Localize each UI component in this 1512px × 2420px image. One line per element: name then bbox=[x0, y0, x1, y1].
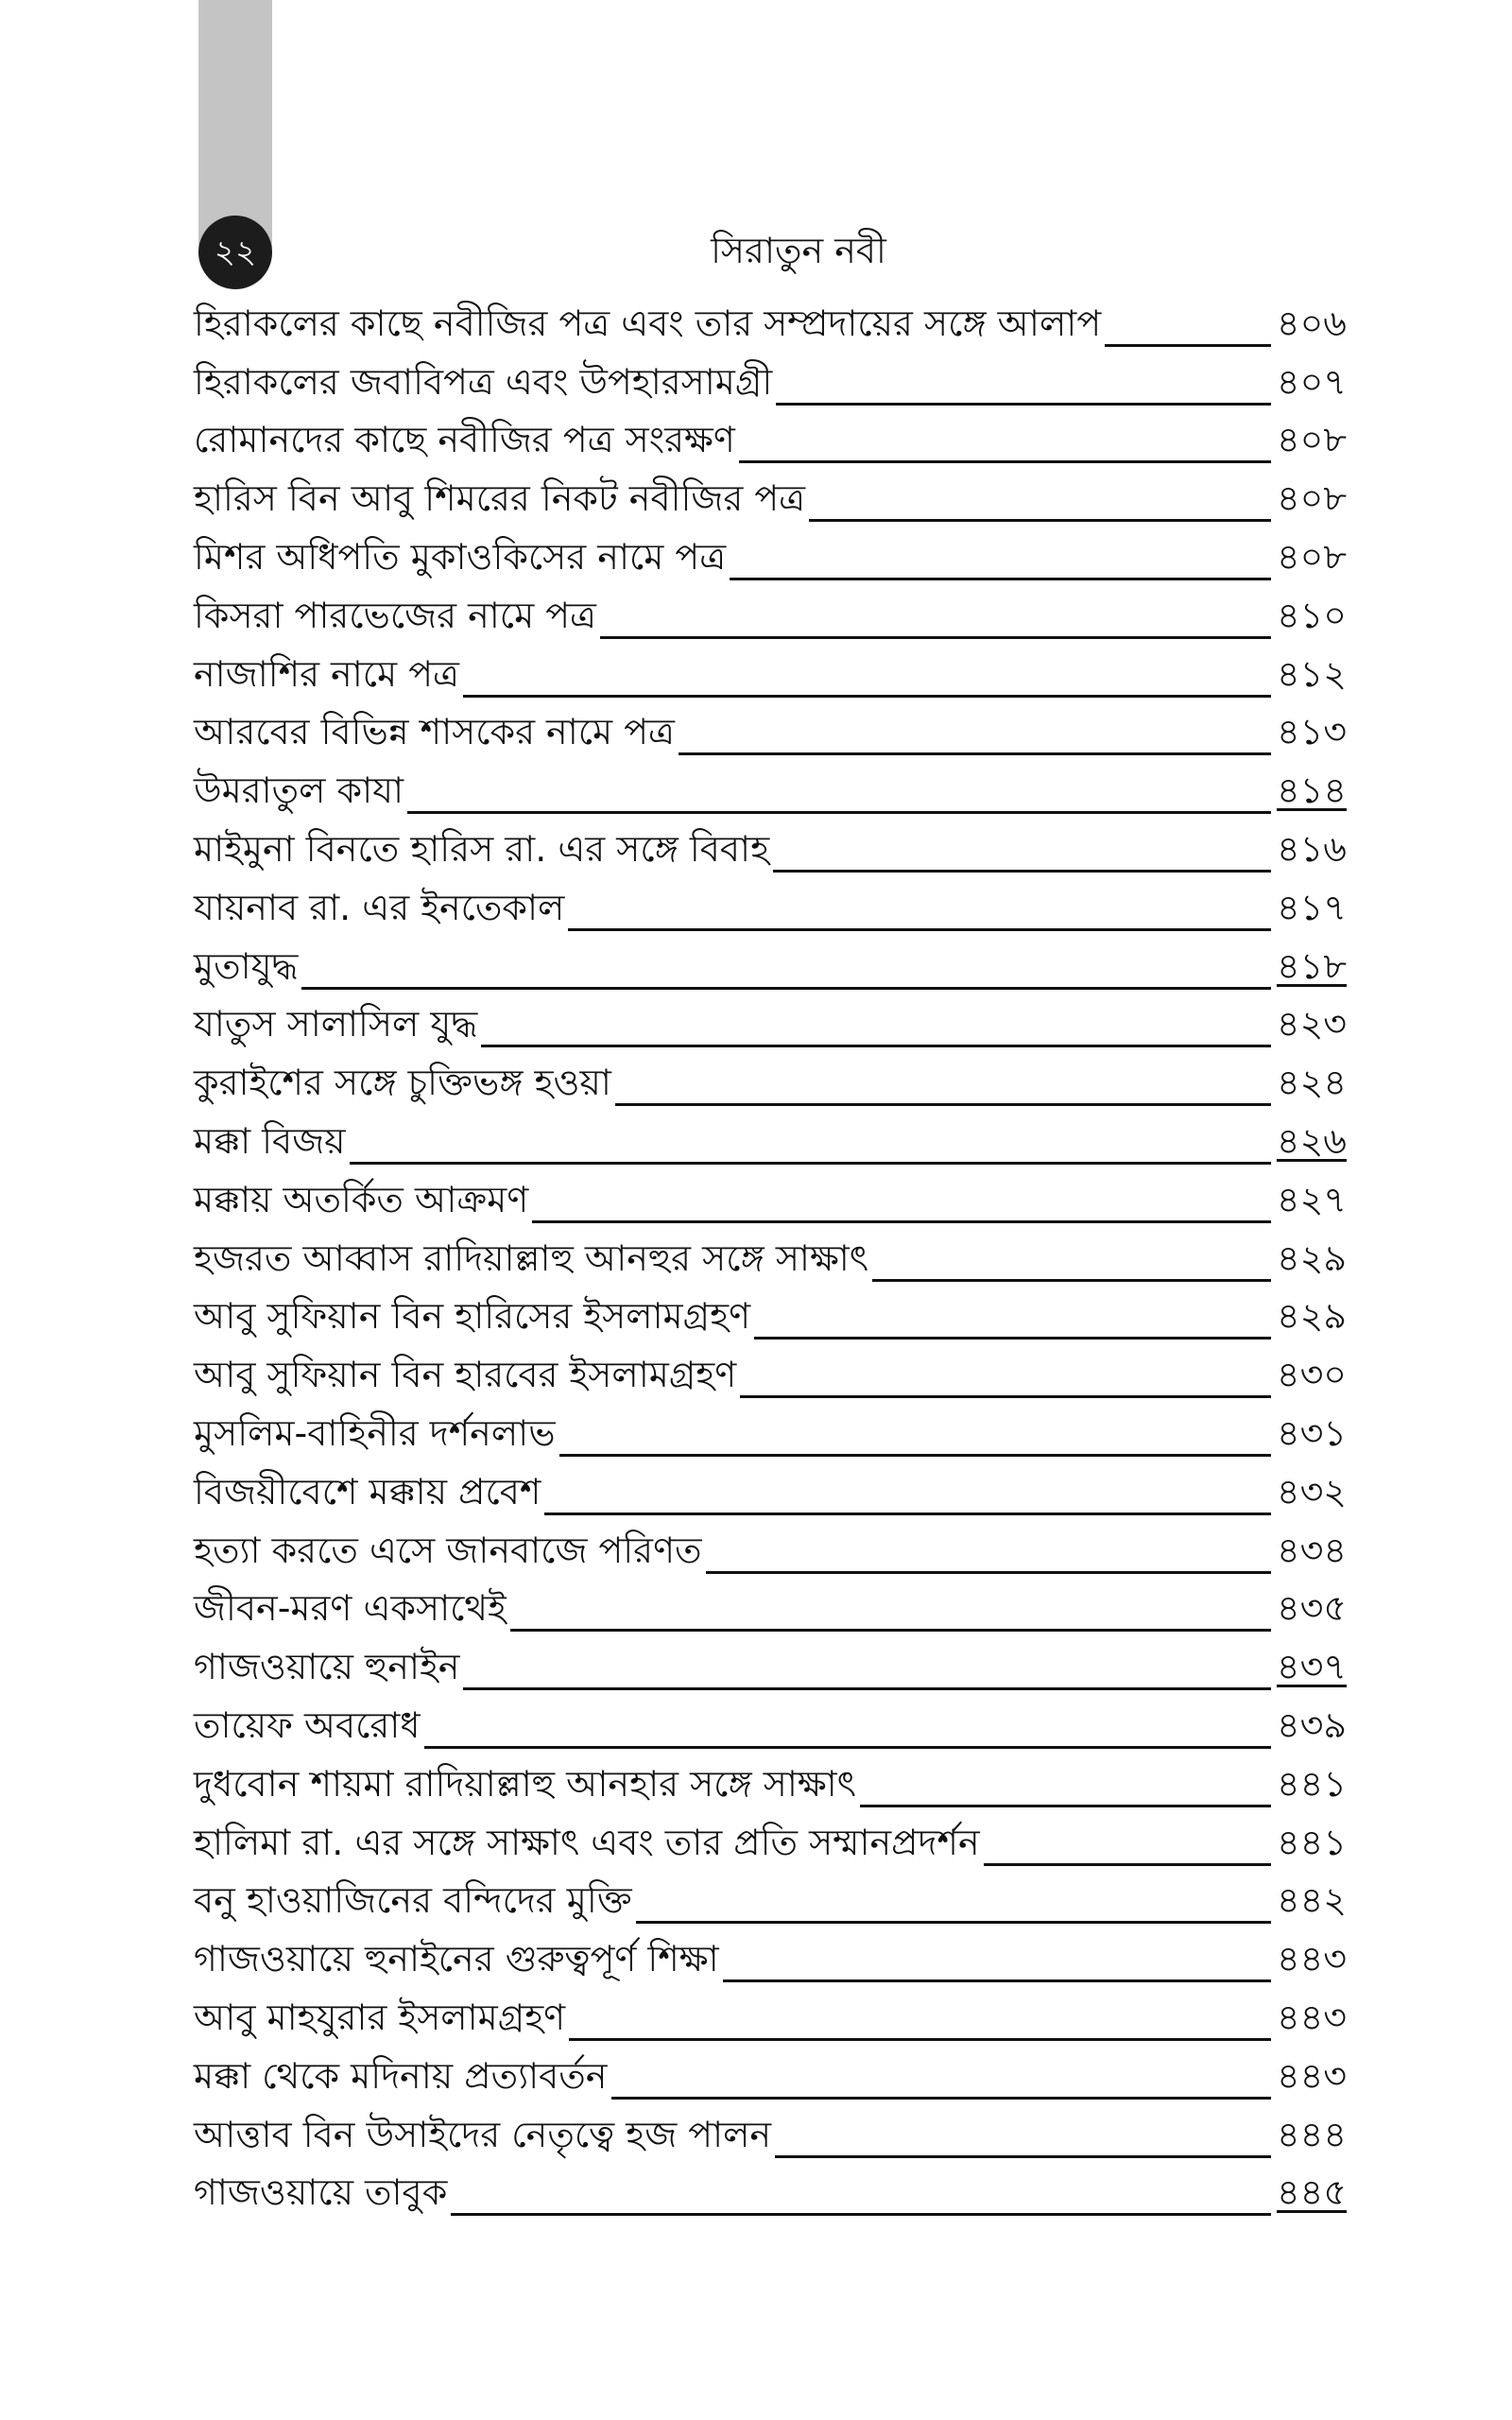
toc-entry-title: উমরাতুল কাযা bbox=[194, 769, 404, 812]
toc-entry bbox=[194, 415, 1347, 474]
toc-entry-title: হিরাকলের কাছে নবীজির পত্র এবং তার সম্প্রদায়ের সঙ্গে আলাপ bbox=[194, 302, 1102, 344]
toc-entry bbox=[194, 473, 1347, 531]
toc-entry bbox=[194, 1349, 1347, 1408]
toc-leader-line bbox=[350, 1162, 1271, 1165]
toc-leader-line bbox=[559, 1454, 1271, 1457]
toc-entry bbox=[194, 298, 1347, 356]
toc-entry-title: আবু সুফিয়ান বিন হারবের ইসলামগ্রহণ bbox=[194, 1354, 737, 1396]
toc-entry-title: কিসরা পারভেজের নামে পত্র bbox=[194, 594, 596, 636]
toc-leader-line bbox=[730, 578, 1271, 580]
toc-entry bbox=[194, 2168, 1347, 2226]
toc-entry-page: ৪৪১ bbox=[1277, 1821, 1347, 1863]
toc-entry-title: গাজওয়ায়ে হুনাইনের গুরুত্বপূর্ণ শিক্ষা bbox=[194, 1938, 719, 1980]
toc-entry bbox=[194, 941, 1347, 999]
toc-entry bbox=[194, 590, 1347, 648]
toc-entry bbox=[194, 1876, 1347, 1934]
toc-entry bbox=[194, 1641, 1347, 1700]
toc-entry bbox=[194, 707, 1347, 766]
toc-leader-line bbox=[451, 2213, 1271, 2216]
toc-entry-title: বিজয়ীবেশে মক্কায় প্রবেশ bbox=[194, 1470, 541, 1512]
toc-entry-page: ৪১৬ bbox=[1276, 827, 1347, 870]
toc-entry-page: ৪০৬ bbox=[1276, 302, 1347, 344]
toc-entry-page: ৪১২ bbox=[1276, 652, 1347, 695]
toc-leader-line bbox=[984, 1863, 1271, 1866]
toc-entry-title: হত্যা করতে এসে জানবাজে পরিণত bbox=[194, 1529, 702, 1571]
toc-entry-page: ৪২৩ bbox=[1276, 1003, 1347, 1046]
toc-entry bbox=[194, 1115, 1347, 1174]
toc-leader-line bbox=[463, 1687, 1271, 1690]
toc-entry bbox=[194, 882, 1347, 941]
toc-entry-page: ৪২৭ bbox=[1276, 1178, 1347, 1220]
toc-entry bbox=[194, 1291, 1347, 1350]
toc-leader-line bbox=[776, 403, 1271, 406]
toc-leader-line bbox=[754, 1337, 1271, 1340]
table-of-contents bbox=[194, 298, 1347, 2225]
toc-entry bbox=[194, 1408, 1347, 1466]
toc-leader-line bbox=[739, 460, 1271, 463]
toc-leader-line bbox=[740, 1395, 1271, 1398]
toc-leader-line bbox=[872, 1279, 1271, 1282]
toc-entry-title: গাজওয়ায়ে তাবুক bbox=[194, 2171, 448, 2214]
toc-entry-page: ৪৩৭ bbox=[1276, 1646, 1347, 1688]
toc-entry-title: আরবের বিভিন্ন শাসকের নামে পত্র bbox=[194, 711, 675, 753]
toc-entry-page: ৪৪৩ bbox=[1276, 2054, 1347, 2097]
toc-entry-page: ৪১৮ bbox=[1277, 944, 1347, 987]
toc-entry bbox=[194, 999, 1347, 1058]
toc-entry-title: হারিস বিন আবু শিমরের নিকট নবীজির পত্র bbox=[194, 477, 806, 520]
toc-entry bbox=[194, 2109, 1347, 2168]
toc-entry-page: ৪০৮ bbox=[1276, 419, 1347, 461]
toc-leader-line bbox=[636, 1921, 1271, 1924]
toc-entry-title: হজরত আব্বাস রাদিয়াল্লাহু আনহুর সঙ্গে সাক্ষাৎ bbox=[194, 1236, 869, 1279]
toc-entry-title: মুতাযুদ্ধ bbox=[194, 944, 299, 987]
toc-leader-line bbox=[611, 2097, 1272, 2100]
toc-entry-title: আত্তাব বিন উসাইদের নেতৃত্বে হজ পালন bbox=[194, 2113, 772, 2155]
toc-entry bbox=[194, 2050, 1347, 2109]
toc-entry bbox=[194, 1583, 1347, 1642]
toc-entry-title: গাজওয়ায়ে হুনাইন bbox=[194, 1646, 460, 1688]
toc-entry-title: হিরাকলের জবাবিপত্র এবং উপহারসামগ্রী bbox=[194, 360, 773, 403]
toc-leader-line bbox=[679, 752, 1271, 755]
toc-entry-title: যায়নাব রা. এর ইনতেকাল bbox=[194, 886, 565, 928]
toc-entry-title: মিশর অধিপতি মুকাওকিসের নামে পত্র bbox=[194, 535, 727, 578]
toc-leader-line bbox=[463, 695, 1271, 698]
toc-entry-title: যাতুস সালাসিল যুদ্ধ bbox=[194, 1003, 478, 1046]
toc-leader-line bbox=[407, 811, 1271, 814]
toc-entry-page: ৪২৯ bbox=[1276, 1236, 1347, 1279]
toc-entry bbox=[194, 823, 1347, 882]
toc-leader-line bbox=[544, 1512, 1271, 1515]
toc-entry-title: মক্কা থেকে মদিনায় প্রত্যাবর্তন bbox=[194, 2054, 608, 2097]
toc-leader-line bbox=[301, 987, 1271, 990]
toc-entry-page: ৪৩৫ bbox=[1276, 1587, 1347, 1630]
toc-leader-line bbox=[773, 870, 1271, 873]
toc-entry-title: জীবন-মরণ একসাথেই bbox=[194, 1587, 507, 1630]
toc-leader-line bbox=[569, 2038, 1271, 2041]
toc-leader-line bbox=[723, 1979, 1271, 1982]
toc-entry bbox=[194, 356, 1347, 415]
toc-entry-title: মক্কায় অতর্কিত আক্রমণ bbox=[194, 1178, 529, 1220]
toc-entry-page: ৪০৮ bbox=[1276, 477, 1347, 520]
toc-entry-title: কুরাইশের সঙ্গে চুক্তিভঙ্গ হওয়া bbox=[194, 1062, 611, 1104]
toc-entry-page: ৪৩৪ bbox=[1276, 1529, 1347, 1571]
toc-entry-title: আবু সুফিয়ান বিন হারিসের ইসলামগ্রহণ bbox=[194, 1295, 751, 1338]
toc-leader-line bbox=[532, 1220, 1271, 1223]
toc-leader-line bbox=[706, 1571, 1271, 1574]
toc-entry-title: আবু মাহযুরার ইসলামগ্রহণ bbox=[194, 1996, 566, 2038]
toc-entry-page: ৪৩১ bbox=[1276, 1411, 1347, 1454]
toc-entry-page: ৪০৭ bbox=[1276, 360, 1347, 403]
toc-entry bbox=[194, 1233, 1347, 1291]
toc-entry bbox=[194, 1817, 1347, 1876]
toc-entry-page: ৪১৩ bbox=[1276, 711, 1347, 753]
toc-entry-page: ৪৪৩ bbox=[1276, 1996, 1347, 2038]
toc-leader-line bbox=[424, 1746, 1271, 1749]
toc-entry-title: মাইমুনা বিনতে হারিস রা. এর সঙ্গে বিবাহ bbox=[194, 827, 770, 870]
toc-entry bbox=[194, 1933, 1347, 1992]
toc-entry bbox=[194, 1525, 1347, 1583]
toc-entry-page: ৪৩৯ bbox=[1276, 1703, 1347, 1746]
page-number-badge: ২২ bbox=[198, 216, 272, 289]
toc-entry bbox=[194, 1758, 1347, 1817]
toc-entry-title: হালিমা রা. এর সঙ্গে সাক্ষাৎ এবং তার প্রতি সম্মানপ্রদর্শন bbox=[194, 1821, 980, 1863]
toc-entry-page: ৪৪১ bbox=[1277, 1762, 1347, 1805]
toc-entry bbox=[194, 1700, 1347, 1758]
toc-entry bbox=[194, 1992, 1347, 2050]
page-edge-tab bbox=[198, 0, 272, 248]
running-title: সিরাতুন নবী bbox=[711, 230, 886, 271]
toc-leader-line bbox=[481, 1045, 1271, 1047]
toc-leader-line bbox=[775, 2155, 1271, 2158]
toc-entry-page: ৪১৪ bbox=[1277, 769, 1347, 812]
toc-entry-title: মক্কা বিজয় bbox=[194, 1119, 346, 1162]
toc-entry-title: নাজাশির নামে পত্র bbox=[194, 652, 459, 695]
toc-entry-title: মুসলিম-বাহিনীর দর্শনলাভ bbox=[194, 1411, 556, 1454]
toc-entry-page: ৪১০ bbox=[1276, 594, 1347, 636]
toc-entry-page: ৪৪৪ bbox=[1277, 2113, 1347, 2155]
toc-entry-title: দুধবোন শায়মা রাদিয়াল্লাহু আনহার সঙ্গে সাক্ষাৎ bbox=[194, 1762, 856, 1805]
toc-entry-page: ৪৪৩ bbox=[1276, 1938, 1347, 1980]
toc-leader-line bbox=[600, 636, 1271, 639]
toc-entry bbox=[194, 648, 1347, 707]
toc-entry-page: ৪২৯ bbox=[1276, 1295, 1347, 1338]
toc-entry-page: ৪৩২ bbox=[1276, 1470, 1347, 1512]
toc-leader-line bbox=[1105, 344, 1271, 347]
toc-entry bbox=[194, 1174, 1347, 1233]
toc-entry-page: ৪০৮ bbox=[1276, 535, 1347, 578]
toc-entry-page: ৪৩০ bbox=[1276, 1354, 1347, 1396]
toc-leader-line bbox=[568, 928, 1271, 931]
toc-entry bbox=[194, 765, 1347, 823]
toc-leader-line bbox=[615, 1103, 1271, 1106]
toc-entry-title: তায়েফ অবরোধ bbox=[194, 1703, 421, 1746]
toc-entry-page: ৪৪২ bbox=[1276, 1879, 1347, 1922]
toc-entry bbox=[194, 531, 1347, 590]
toc-entry-title: রোমানদের কাছে নবীজির পত্র সংরক্ষণ bbox=[194, 419, 735, 461]
toc-leader-line bbox=[860, 1805, 1271, 1807]
toc-entry-page: ৪২৬ bbox=[1276, 1119, 1347, 1162]
toc-entry-page: ৪২৪ bbox=[1276, 1062, 1347, 1104]
toc-entry-page: ৪৪৫ bbox=[1277, 2171, 1347, 2214]
toc-entry-title: বনু হাওয়াজিনের বন্দিদের মুক্তি bbox=[194, 1879, 632, 1922]
toc-entry-page: ৪১৭ bbox=[1276, 886, 1347, 928]
toc-leader-line bbox=[809, 519, 1271, 522]
toc-entry bbox=[194, 1057, 1347, 1115]
toc-entry bbox=[194, 1466, 1347, 1525]
toc-leader-line bbox=[510, 1629, 1271, 1632]
